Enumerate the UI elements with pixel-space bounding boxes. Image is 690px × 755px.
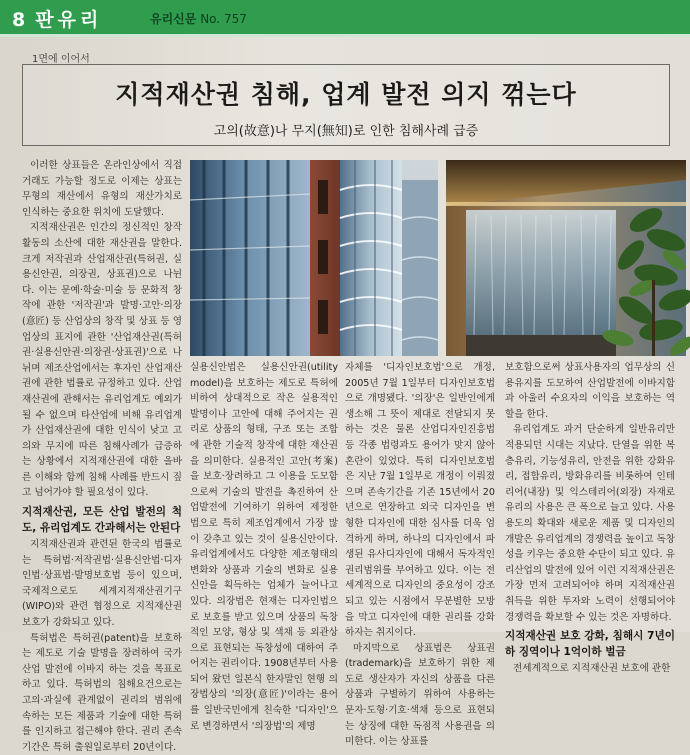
- paragraph: 실용신안법은 실용신안권(utility model)을 보호하는 제도로 특허에 비하여 상대적으로 작은 실용적인 발명이나 고안에 대해 주어지는 권리로 상품의 형태, 구조 또는 조합에 관한 기술적 창작에 대한 재산권을 의미한다. 실용적인 고안(考案)을 보호·장려하고 그 이용을 도모함으로써 기술의 발전을 촉진하여 산업발전에 기여하기 위하여 제정한 법으로 특히 제조업계에서 가장 많이 갖추고 있는 것이 실용신안이다. 유리업계에서도 다양한 제조형태의 변화와 상품과 기술의 변화로 실용신안을 획득하는 업체가 늘어나고 있다. 의장법은 현재는 디자인법으로 보호를 받고 있으며 상품의 독창적인 모양, 형상 및 색채 등 외관상으로 표현되는 독창성에 대하여 주어지는 권리이다. 1908년부터 사용되어 왔던 일본식 한자말인 현행 의장법상의 '의장(意匠)'이라는 용어를 일반국민에게 친숙한 '디자인'으로 변경하면서 '의장법'의 제명: [190, 362, 338, 732]
- subheading: 지적재산권 보호 강화, 침해시 7년이하 징역이나 1억이하 벌금: [505, 630, 675, 658]
- page-subheadline: 고의(故意)나 무지(無知)로 인한 침해사례 급증: [213, 124, 479, 139]
- paragraph: 전세계적으로 지적재산권 보호에 관한: [513, 663, 671, 675]
- section-number: 8: [12, 9, 30, 31]
- paragraph: 마지막으로 상표법은 상표권(trademark)을 보호하기 위한 제도로 생산자가 자신의 상품을 다른 상품과 구별하기 위하여 사용하는 문자·도형·기호·색채 등으로 표현되는 상징에 대한 독점적 사용권을 의미한다. 이는 상표를: [345, 642, 495, 748]
- article-column-2: [190, 360, 338, 732]
- headline-box: [22, 64, 670, 146]
- paragraph: 자체를 '디자인보호법'으로 개정, 2005년 7월 1일부터 디자인보호법으로 개명됐다. '의장'은 일반인에게 생소해 그 뜻이 제대로 전달되지 못하는 것은 물론 산업디자인진흥법 등 각종 법령과도 용어가 맞지 않아 혼란이 있었다. 특히 디자인보호법은 지난 7월 1일부로 개정이 이뤄졌으며 존속기간을 기존 15년에서 20년으로 연장하고 외국 디자인을 변형한 디자인에 대한 심사를 더욱 엄격하게 하며, 하나의 디자인에서 파생된 유사디자인에 대해서 독자적인 권리범위를 부여하고 있다. 이는 전세계적으로 디자인의 중요성이 강조되고 있는 시점에서 무분별한 모방을 막고 디자인에 대한 권리를 강화하자는 취지이다.: [345, 362, 495, 639]
- paragraph: 특허법은 특허권(patent)을 보호하는 제도로 기술 발명을 장려하여 국가산업 발전에 이바지 하는 것을 목표로 하고 있다. 특허법의 침해요건으로는 고의·과실에 관계없이 권리의 범위에 속하는 모든 제품과 기술에 대한 특허를 인지하고 접근해야 한다. 권리 존속기간은 특허 출원일로부터 20년이다.: [22, 632, 182, 753]
- paragraph: 지적재산권은 인간의 정신적인 창작활동의 소산에 대한 재산권을 말한다. 크게 저작권과 산업재산권(특허권, 실용신안권, 의장권, 상표권)으로 나뉜다. 이는 문예·학술·미술 등 문화적 창작에 관한 '저작권'과 발명·고안·의장(意匠) 등 산업상의 창작 및 상표 등 영업상의 표지에 관한 '산업재산권(특허권·실용신안권·의장권·상표권)'으로 나뉘며 제조산업에서는 후자인 산업재산권에 관한 법률로 규정하고 있다. 산업재산권에 관해서는 유리업계도 예외가 될 수 없으며 타산업에 비해 유리업계가 산업재산권에 대한 인식이 낮고 고의와 무지에 따른 침해사례가 급증하는 상황에서 지적재산권에 대한 올바른 이해와 함께 침해 사례를 반드시 짚고 넘어가야 할 필요성이 있다.: [22, 222, 182, 499]
- subheading: 지적재산권, 모든 산업 발전의 척도, 유리업계도 간과해서는 안된다: [22, 506, 182, 534]
- section-label: [12, 5, 102, 32]
- paragraph: 보호함으로써 상표사용자의 업무상의 신용유지를 도모하여 산업발전에 이바지함과 아울러 수요자의 이익을 보호하는 역할을 한다.: [505, 362, 675, 420]
- paragraph: 유리업계도 과거 단순하게 일반유리만 적용되던 시대는 지났다. 단열을 위한 복층유리, 기능성유리, 안전을 위한 강화유리, 접합유리, 방화유리를 비롯하여 인테리어(내장) 및 익스테리어(외장) 자재로 유리의 사용은 큰 폭으로 늘고 있다. 사용용도의 확대와 새로운 제품 및 디자인의 개발은 유리업계의 경쟁력을 높이고 독창성을 키우는 중요한 수단이 되고 있다. 유리산업의 발전에 있어 이런 지적재산권은 가장 먼저 고려되어야 하며 지적재산권 취득을 위한 투자와 노력이 선행되어야 경쟁력을 확보할 수 있는 것은 자명하다.: [505, 424, 675, 623]
- issue-number: No. 757: [200, 12, 247, 26]
- section-header: [0, 0, 690, 34]
- article-column-1: [22, 158, 182, 753]
- article-column-4: [505, 360, 675, 675]
- paragraph: 지적재산권과 관련된 한국의 법률로는 특허법·저작권법·실용신안법·디자인법·상표법·발명보호법 등이 있으며, 국제적으로도 세계지적재산권기구(WIPO)와 관련 협정으로 지적재산권 보호가 강화되고 있다.: [22, 539, 182, 629]
- continuation-note: 1면에 이어서: [32, 54, 90, 65]
- header-divider: [0, 34, 690, 37]
- paper-masthead: [150, 10, 247, 27]
- building-facade-photo: [190, 160, 438, 356]
- section-title: 판유리: [35, 9, 103, 31]
- article-column-3: [345, 360, 495, 748]
- page-headline: 지적재산권 침해, 업계 발전 의지 꺾는다: [115, 80, 577, 109]
- paper-name: 유리신문: [150, 12, 197, 26]
- glass-wall-plants-photo: [446, 160, 686, 356]
- paragraph: 이러한 상표들은 온라인상에서 직접 거래도 가능할 정도로 이제는 상표는 무형의 재산에서 유형의 재산가치로 인식하는 중요한 위치에 도달했다.: [22, 160, 182, 218]
